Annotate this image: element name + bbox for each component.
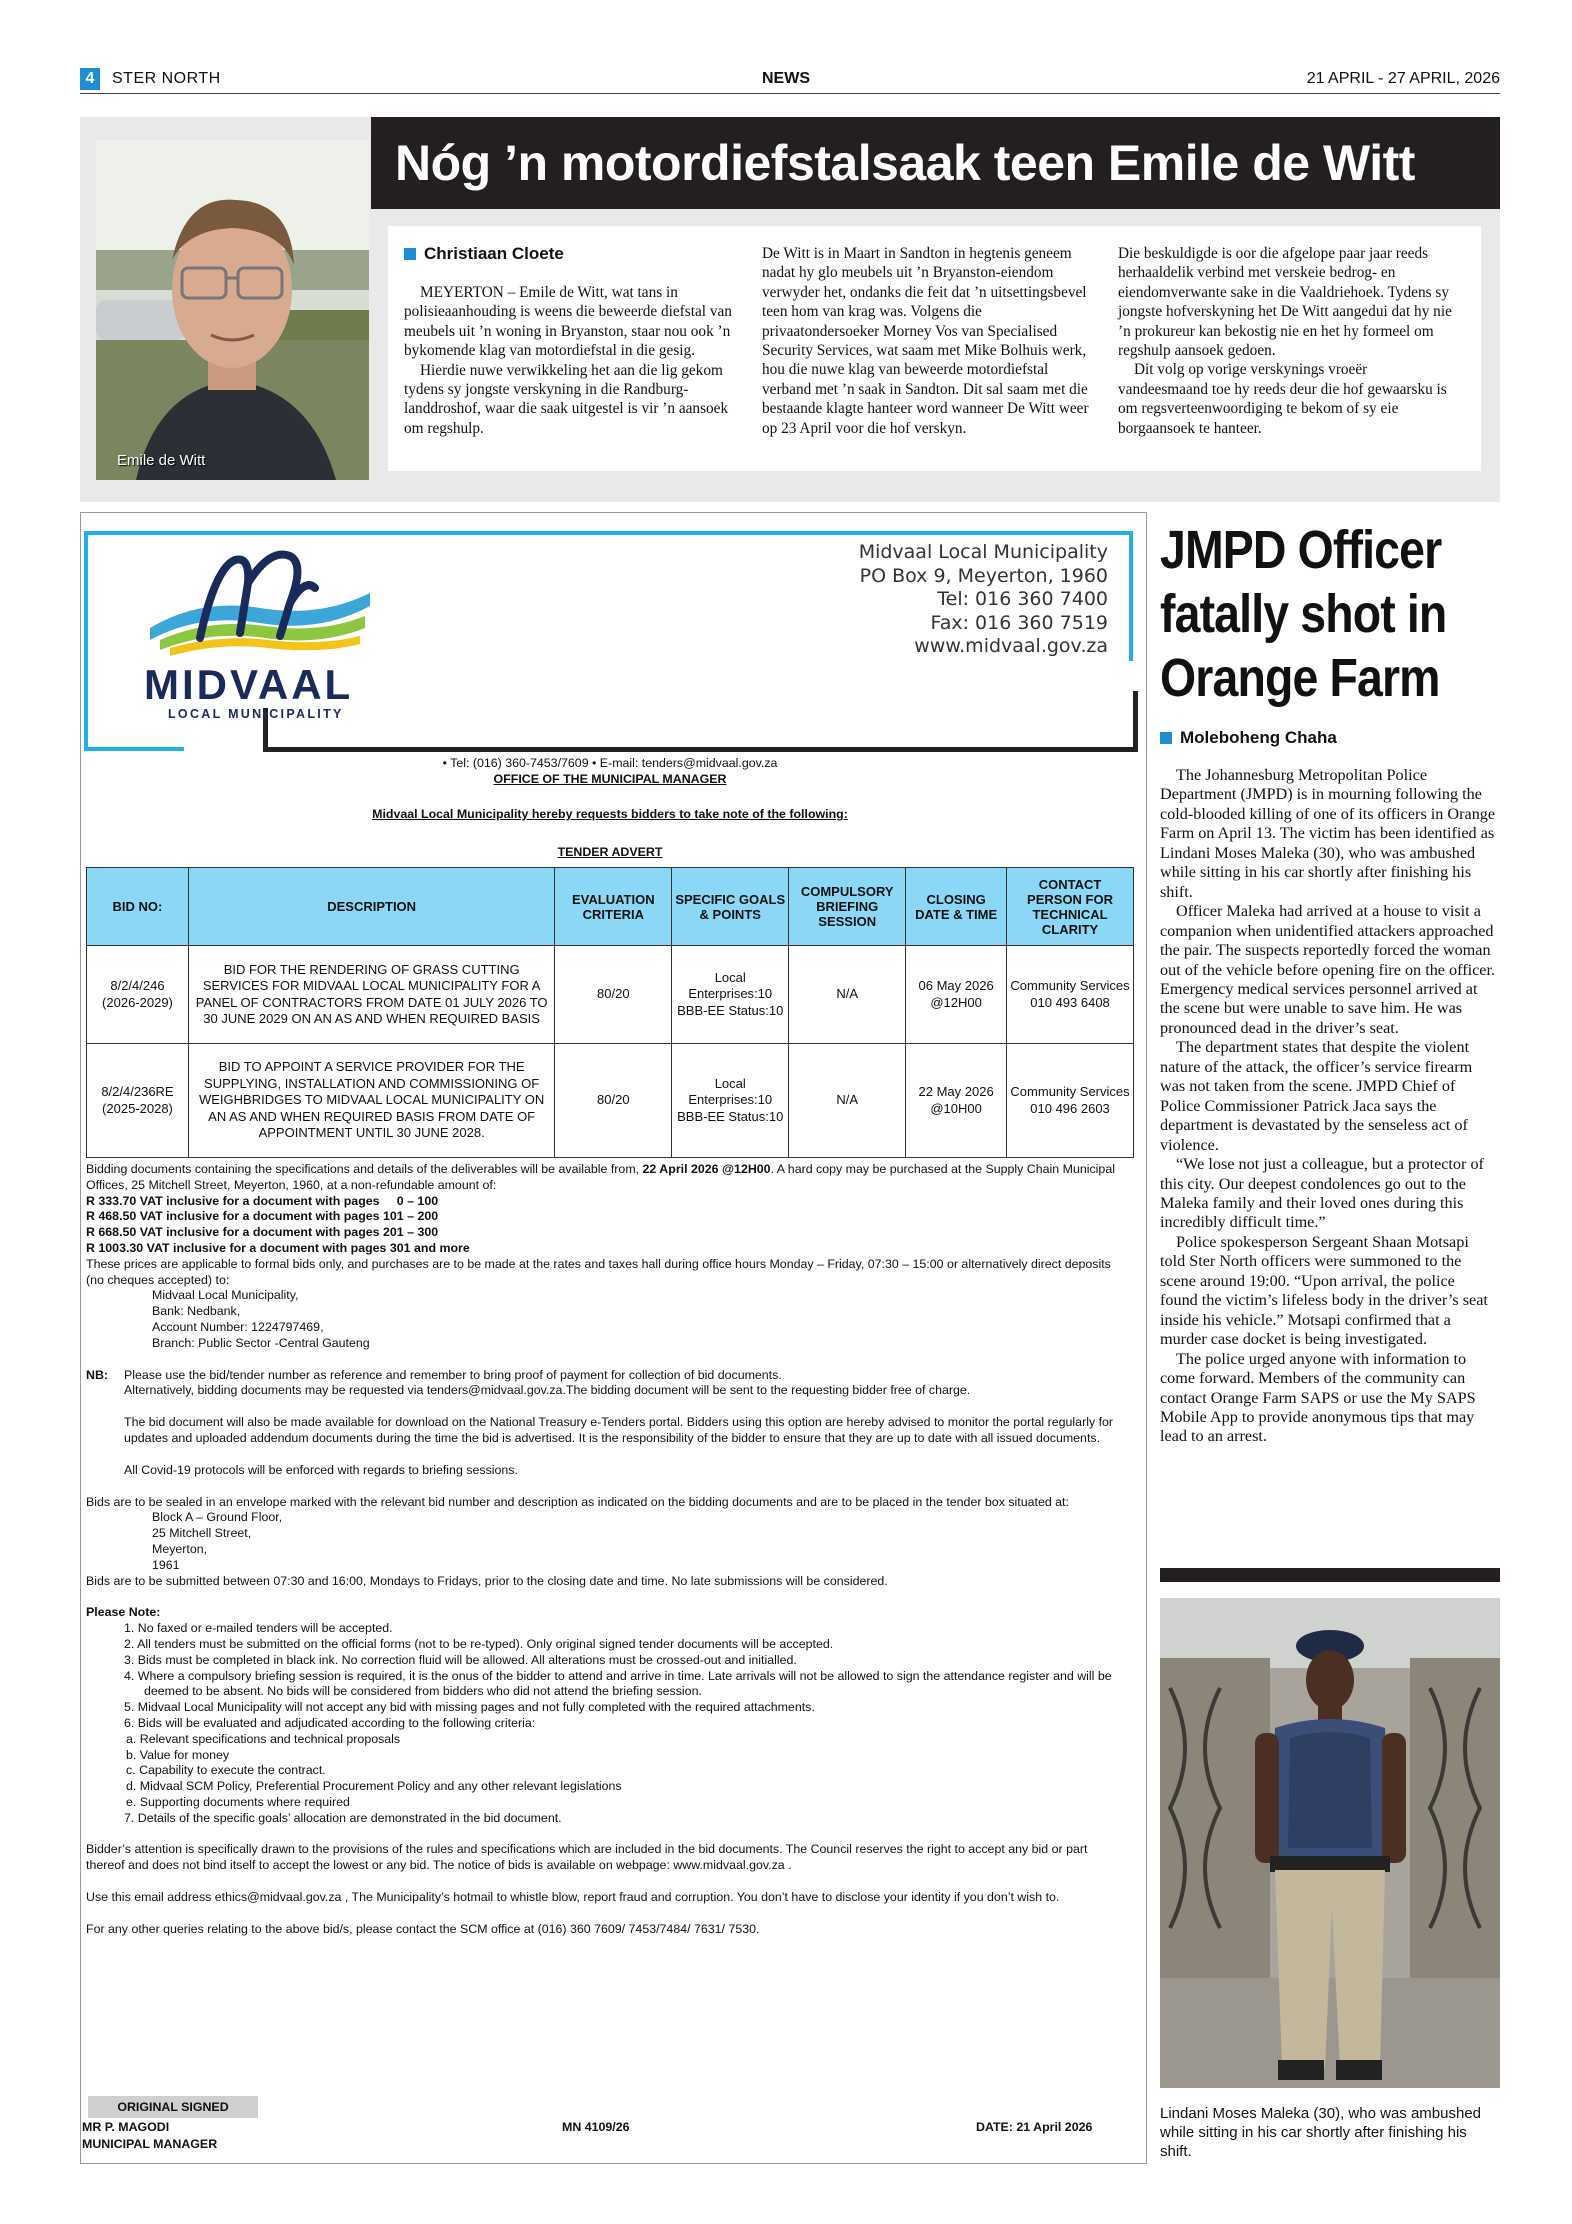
bank-line: Branch: Public Sector -Central Gauteng: [152, 1335, 370, 1350]
note-item: 4. Where a compulsory briefing session is required, it is the onus of the bidder to attend and arrive in time. Late arrivals will not be allowed to sign the attendance register and will be deemed to be absent. No bids will be considered from bidders who did not attend the briefing session.: [124, 1668, 1112, 1699]
note-item: 1. No faxed or e-mailed tenders will be accepted.: [124, 1621, 393, 1636]
box-address-line: Meyerton,: [152, 1541, 208, 1556]
tender-box-address: [152, 1510, 1126, 1573]
availability-part: . A hard copy may be purchased at the Supply Chain Municipal Offices, 25 Mitchell Street, Meyerton, 1960, at a non-refundable amount of:: [86, 1162, 1115, 1192]
signer-name: MR P. MAGODI: [82, 2120, 170, 2134]
table-row: [87, 1044, 1134, 1158]
notice-reference: MN 4109/26: [562, 2120, 630, 2134]
box-address-line: 25 Mitchell Street,: [152, 1526, 252, 1541]
bank-details: [152, 1288, 1126, 1351]
availability-date: 22 April 2026 @12H00: [642, 1162, 771, 1176]
notice-line: Midvaal Local Municipality hereby requests bidders to take note of the following:: [372, 807, 848, 821]
nb-line: Alternatively, bidding documents may be requested via tenders@midvaal.gov.za.The bidding document will be sent to the requesting bidder free of charge.: [124, 1383, 971, 1398]
address-line: PO Box 9, Meyerton, 1960: [859, 564, 1108, 587]
column-header: CONTACT PERSON FOR TECHNICAL CLARITY: [1007, 868, 1134, 946]
box-address-line: Block A – Ground Floor,: [152, 1510, 283, 1525]
paragraph: Die beskuldigde is oor die afgelope paar jaar reeds herhaaldelik verbind met verskeie bedrog- en eiendomverwante sake in die Vaaldriehoek. Tydens sy jongste hofverskyning het De Witt aangedui dat hy nie ’n prokureur kan bekostig nie en het hy formeel om regshulp aansoek gedoen.: [1118, 245, 1452, 360]
address-line: www.midvaal.gov.za: [914, 635, 1108, 657]
address-line: Tel: 016 360 7400: [937, 588, 1108, 610]
price-line: R 333.70 VAT inclusive for a document with pages 0 – 100: [86, 1193, 439, 1208]
bid-description: BID FOR THE RENDERING OF GRASS CUTTING SERVICES FOR MIDVAAL LOCAL MUNICIPALITY FOR A PANEL OF CONTRACTORS FROM DATE 01 JULY 2026 TO 30 JUNE 2029 ON AN AS AND WHEN REQUIRED BASIS: [188, 946, 554, 1044]
bank-line: Account Number: 1224797469,: [152, 1319, 324, 1334]
bid-number: 8/2/4/236RE (2025-2028): [87, 1044, 189, 1158]
story1-col2: [762, 244, 1096, 438]
closing-date: 06 May 2026 @12H00: [906, 946, 1007, 1044]
nb-line: The bid document will also be made available for download on the National Treasury e-Tenders portal. Bidders using this option are hereby advised to monitor the portal regularly for updates and uploaded addendum documents during the time the bid is advertised. It is the responsibility of the bidder to ensure that they are up to date with all issued documents.: [124, 1415, 1114, 1445]
publication-name: STER NORTH: [112, 70, 221, 87]
briefing-session: N/A: [789, 946, 906, 1044]
story1-headline: Nóg ’n motordiefstalsaak teen Emile de Witt: [371, 117, 1500, 209]
price-line: R 668.50 VAT inclusive for a document with pages 201 – 300: [86, 1225, 439, 1240]
note-item: 5. Midvaal Local Municipality will not accept any bid with missing pages and not fully completed with the required attachments.: [124, 1700, 815, 1715]
logo-wordmark: MIDVAAL: [144, 661, 354, 708]
note-item: 6. Bids will be evaluated and adjudicated according to the following criteria:: [124, 1715, 536, 1730]
column-header: DESCRIPTION: [188, 868, 554, 946]
address-line: Fax: 016 360 7519: [930, 611, 1108, 634]
note-item: 7. Details of the specific goals’ allocation are demonstrated in the bid document.: [124, 1810, 562, 1825]
nb-line: All Covid-19 protocols will be enforced with regards to briefing sessions.: [124, 1462, 518, 1477]
column-header: CLOSING DATE & TIME: [906, 868, 1007, 946]
story1-col3: [1118, 244, 1452, 438]
attention-text: Bidder’s attention is specifically drawn to the provisions of the rules and specifications which are included in the bid documents. The Council reserves the right to accept any bid or part thereof and does not bind itself to accept the lowest or any bid. The notice of bids is available on webpage: www.midvaal.gov.za .: [86, 1842, 1088, 1873]
frame-line: [263, 747, 1137, 752]
paragraph: Police spokesperson Sergeant Shaan Motsapi told Ster North officers were summoned to the scene around 19:00. “Upon arrival, the police found the victim’s lifeless body in the driver’s seat inside his vehicle.” Motsapi confirmed that a murder case docket is being investigated.: [1160, 1232, 1488, 1349]
paragraph: “We lose not just a colleague, but a protector of this city. Our deepest condolences go out to the Maleka family and their loved ones during this incredibly difficult time.”: [1160, 1155, 1484, 1232]
story1-col1: [404, 283, 738, 438]
note-subitem: c. Capability to execute the contract.: [126, 1763, 326, 1778]
availability-text: [86, 1162, 1126, 1194]
story2-column: [1160, 766, 1496, 1447]
frame-line: [84, 747, 184, 751]
table-header-row: [87, 868, 1134, 946]
contact-person: Community Services 010 493 6408: [1007, 946, 1134, 1044]
original-signed-stamp: ORIGINAL SIGNED: [88, 2096, 258, 2118]
tender-body: [86, 1162, 1126, 1938]
story2-photo-caption: Lindani Moses Maleka (30), who was ambushed while sitting in his car shortly after finishing his shift.: [1160, 2105, 1481, 2160]
emile-de-witt-photo: [96, 140, 369, 480]
please-note-label: Please Note:: [86, 1605, 161, 1620]
story2-byline: Moleboheng Chaha: [1160, 728, 1337, 748]
signer-title: MUNICIPAL MANAGER: [82, 2137, 218, 2151]
paragraph: The Johannesburg Metropolitan Police Department (JMPD) is in mourning following the cold-blooded killing of one of its officers in Orange Farm on April 13. The victim has been identified as Lindani Moses Maleka (30), who was ambushed while sitting in his car shortly after finishing his shift.: [1160, 766, 1496, 901]
paragraph: Hierdie nuwe verwikkeling het aan die lig gekom tydens sy jongste verskyning in die Randburg-landdroshof, waar die saak uitgestel is vir ’n aansoek om regshulp.: [404, 361, 729, 437]
nb-label: NB:: [86, 1367, 109, 1382]
note-subitem: b. Value for money: [126, 1747, 230, 1762]
contact-line: • Tel: (016) 360-7453/7609 • E-mail: tenders@midvaal.gov.za: [442, 756, 778, 770]
notes-list: [124, 1621, 1126, 1826]
evaluation-criteria: 80/20: [555, 1044, 672, 1158]
page-number: 4: [80, 68, 100, 90]
frame-line: [84, 531, 1133, 535]
price-line: R 1003.30 VAT inclusive for a document with pages 301 and more: [86, 1240, 470, 1255]
specific-goals: Local Enterprises:10 BBB-EE Status:10: [672, 1044, 789, 1158]
municipality-address: [859, 541, 1108, 659]
price-line: R 468.50 VAT inclusive for a document with pages 101 – 200: [86, 1209, 439, 1224]
paragraph: MEYERTON – Emile de Witt, wat tans in polisieaanhouding is weens die beweerde diefstal van meubels uit ’n woning in Bryanston, staar nou ook ’n bykomende klag van motordiefstal in die gesig.: [404, 284, 732, 360]
ethics-text: Use this email address ethics@midvaal.gov.za , The Municipality’s hotmail to whistle blow, report fraud and corruption. You don’t have to disclose your identity if you don’t wish to.: [86, 1890, 1060, 1905]
frame-line: [1129, 531, 1133, 661]
photo-top-bar: [1160, 1568, 1500, 1582]
bid-description: BID TO APPOINT A SERVICE PROVIDER FOR THE SUPPLYING, INSTALLATION AND COMMISSIONING OF WEIGHBRIDGES TO MIDVAAL LOCAL MUNICIPALITY ON AN AS AND WHEN REQUIRED BASIS FROM DATE OF APPOINTMENT UNTIL 30 JUNE 2028.: [188, 1044, 554, 1158]
logo-subtitle: LOCAL MUNICIPALITY: [168, 707, 344, 721]
box-address-line: 1961: [152, 1557, 180, 1572]
story2-headline: JMPD Officer fatally shot in Orange Farm: [1160, 520, 1447, 708]
closing-date: 22 May 2026 @10H00: [906, 1044, 1007, 1158]
note-item: 2. All tenders must be submitted on the official forms (not to be re-typed). Only original signed tender documents will be accepted.: [124, 1636, 834, 1651]
evaluation-criteria: 80/20: [555, 946, 672, 1044]
contact-person: Community Services 010 496 2603: [1007, 1044, 1134, 1158]
submission-text: Bids are to be submitted between 07:30 and 16:00, Mondays to Fridays, prior to the closing date and time. No late submissions will be considered.: [86, 1573, 888, 1588]
table-row: [87, 946, 1134, 1044]
midvaal-logo-mark: [140, 548, 380, 658]
nb-block: [86, 1368, 1126, 1479]
note-subitem: e. Supporting documents where required: [126, 1794, 350, 1809]
midvaal-logo: [140, 548, 380, 721]
frame-line: [84, 531, 88, 751]
bid-number: 8/2/4/246 (2026-2029): [87, 946, 189, 1044]
office-title: OFFICE OF THE MUNICIPAL MANAGER: [493, 772, 727, 786]
frame-line: [1133, 691, 1138, 752]
bank-line: Bank: Nedbank,: [152, 1304, 241, 1319]
paragraph: The department states that despite the violent nature of the attack, the officer’s service firearm was not taken from the scene. JMPD Chief of Police Commissioner Patrick Jaca says the department is devastated by the senseless act of violence.: [1160, 1038, 1473, 1154]
sealed-text: Bids are to be sealed in an envelope marked with the relevant bid number and description as indicated on the bidding documents and are to be placed in the tender box situated at:: [86, 1494, 1069, 1509]
specific-goals: Local Enterprises:10 BBB-EE Status:10: [672, 946, 789, 1044]
bank-line: Midvaal Local Municipality,: [152, 1288, 299, 1303]
header-rule: [80, 93, 1500, 94]
address-line: Midvaal Local Municipality: [858, 541, 1108, 563]
paragraph: Dit volg op vorige verskynings vroeër vandeesmaand toe hy reeds deur die hof gewaarsku is om regsverteenwoordiging te bekom of sy eie borgaansoek te hanteer.: [1118, 361, 1447, 437]
tender-table: [86, 867, 1134, 1158]
column-header: SPECIFIC GOALS & POINTS: [672, 868, 789, 946]
paragraph: Officer Maleka had arrived at a house to visit a companion when unidentified attackers approached the pair. The suspects reportedly forced the woman out of the vehicle before opening fire on the officer. Emergency medical services personnel arrived at the scene but were unable to save him. He was pronounced dead in the driver’s seat.: [1160, 902, 1496, 1037]
tender-advert-title: TENDER ADVERT: [557, 845, 663, 859]
column-header: BID NO:: [87, 868, 189, 946]
paragraph: The police urged anyone with information to come forward. Members of the community can contact Orange Farm SAPS or use the My SAPS Mobile App to provide anonymous tips that may lead to an arrest.: [1160, 1349, 1476, 1446]
section-name: NEWS: [762, 70, 810, 87]
story1-photo-caption: Emile de Witt: [117, 452, 206, 469]
lindani-maleka-photo: [1160, 1598, 1500, 2088]
column-header: EVALUATION CRITERIA: [555, 868, 672, 946]
paragraph: De Witt is in Maart in Sandton in hegtenis geneem nadat hy glo meubels uit ’n Bryanston-eiendom verwyder het, ondanks die feit dat ’n uitsettingsbevel teen hom van krag was. Volgens die privaatondersoeker Morney Vos van Specialised Security Services, wat saam met Mike Bolhuis werk, hou die nuwe klag van beweerde motordiefstal verband met ’n saak in Sandton. Dit sal saam met die bestaande klagte hanteer word wanneer De Witt weer op 23 April voor die hof verskyn.: [762, 245, 1089, 437]
briefing-session: N/A: [789, 1044, 906, 1158]
queries-text: For any other queries relating to the above bid/s, please contact the SCM office at (016) 360 7609/ 7453/7484/ 7631/ 7530.: [86, 1921, 760, 1936]
issue-date: 21 APRIL - 27 APRIL, 2026: [1306, 70, 1500, 87]
note-item: 3. Bids must be completed in black ink. No correction fluid will be allowed. All alterations must be crossed-out and initialled.: [124, 1652, 797, 1667]
prices-note: These prices are applicable to formal bids only, and purchases are to be made at the rates and taxes hall during office hours Monday – Friday, 07:30 – 15:00 or alternatively direct deposits (no cheques accepted) to:: [86, 1256, 1111, 1287]
column-header: COMPULSORY BRIEFING SESSION: [789, 868, 906, 946]
story1-byline: Christiaan Cloete: [404, 244, 564, 264]
note-subitem: a. Relevant specifications and technical proposals: [126, 1731, 401, 1746]
signature-date: DATE: 21 April 2026: [976, 2120, 1093, 2134]
note-subitem: d. Midvaal SCM Policy, Preferential Procurement Policy and any other relevant legislations: [126, 1779, 622, 1794]
nb-line: Please use the bid/tender number as reference and remember to bring proof of payment for collection of bid documents.: [124, 1367, 782, 1382]
availability-part: Bidding documents containing the specifications and details of the deliverables will be available from,: [86, 1162, 643, 1176]
